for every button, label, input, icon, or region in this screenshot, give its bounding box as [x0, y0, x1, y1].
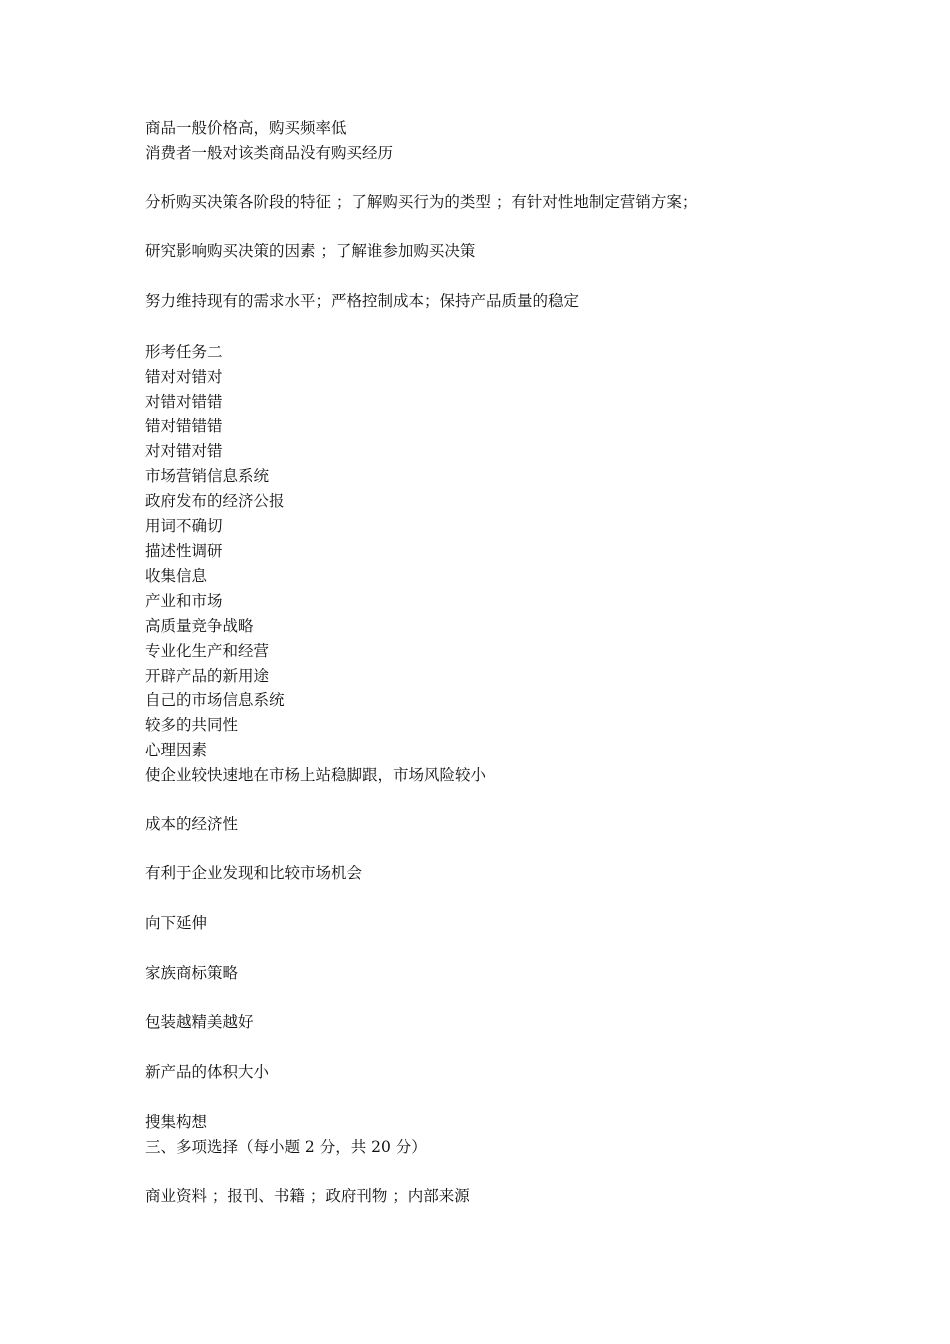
text-line: 开辟产品的新用途 — [145, 667, 270, 685]
text-line: 市场营销信息系统 — [145, 467, 270, 485]
text-line: 家族商标策略 — [145, 964, 239, 982]
text-line: 错对错错错 — [145, 417, 223, 435]
text-line: 新产品的体积大小 — [145, 1063, 270, 1081]
text-line: 对对错对错 — [145, 442, 223, 460]
text-line: 自己的市场信息系统 — [145, 691, 285, 709]
text-line: 努力维持现有的需求水平；严格控制成本；保持产品质量的稳定 — [145, 292, 580, 310]
text-line: 分析购买决策各阶段的特征 ；了解购买行为的类型 ；有针对性地制定营销方案； — [145, 193, 698, 211]
text-line: 研究影响购买决策的因素 ；了解谁参加购买决策 — [145, 242, 476, 260]
text-line: 包装越精美越好 — [145, 1013, 254, 1031]
text-line: 专业化生产和经营 — [145, 642, 270, 660]
text-line: 成本的经济性 — [145, 815, 239, 833]
text-line: 描述性调研 — [145, 542, 223, 560]
text-line: 搜集构想 — [145, 1113, 208, 1131]
text-line: 商业资料 ；报刊、书籍 ；政府刊物 ；内部来源 — [145, 1187, 470, 1205]
text-line: 较多的共同性 — [145, 716, 239, 734]
text-line: 向下延伸 — [145, 914, 208, 932]
text-line: 对错对错错 — [145, 393, 223, 411]
text-line: 心理因素 — [145, 741, 208, 759]
text-line: 商品一般价格高，购买频率低 — [145, 119, 347, 137]
text-line: 用词不确切 — [145, 517, 223, 535]
section-heading: 形考任务二 — [145, 343, 223, 361]
text-line: 高质量竞争战略 — [145, 617, 254, 635]
section-heading: 三、多项选择（每小题 2 分，共 20 分） — [145, 1138, 427, 1156]
text-line: 产业和市场 — [145, 592, 223, 610]
text-line: 消费者一般对该类商品没有购买经历 — [145, 144, 394, 162]
text-line: 收集信息 — [145, 567, 208, 585]
text-line: 使企业较快速地在市杨上站稳脚跟，市场风险较小 — [145, 766, 487, 784]
text-line: 政府发布的经济公报 — [145, 492, 285, 510]
text-line: 有利于企业发现和比较市场机会 — [145, 864, 363, 882]
text-line: 错对对错对 — [145, 368, 223, 386]
